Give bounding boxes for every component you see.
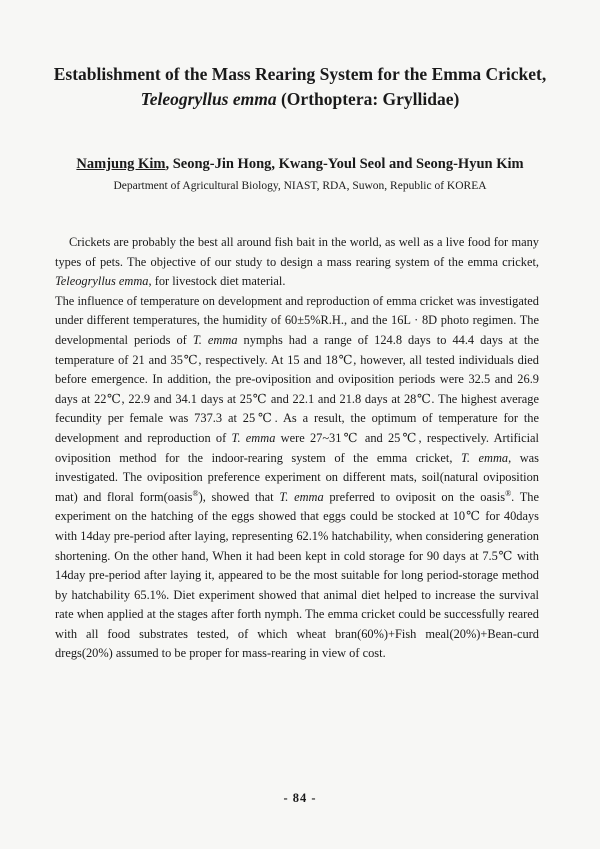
abstract-paragraph-results bbox=[55, 292, 539, 664]
abstract-text: preferred to oviposit on the oasis bbox=[323, 489, 506, 504]
species-name: T. emma bbox=[192, 332, 238, 347]
abstract-text: ), showed that bbox=[198, 489, 280, 504]
abstract-text: nymphs had a range of 124.8 days to 44.4 days at the temperature of 21 and 35℃, respectively. At 15 and 18℃, however, all tested individuals died before emergence. In addition, the pre-oviposition and oviposition periods were 32.5 and 26.9 days at 22℃, 22.9 and 34.1 days at 25℃ and 22.1 and 21.8 days at 28℃. The highest average fecundity per female was 737.3 at 25℃. As a result, the optimum of temperature for the development and reproduction of bbox=[55, 332, 539, 445]
abstract-text: were 27~31℃ and 25℃, respectively. Artificial oviposition method for the indoor-rearing system of the emma cricket, bbox=[55, 430, 539, 465]
title-species: Teleogryllus emma bbox=[140, 89, 277, 109]
abstract-text: , for livestock diet material. bbox=[148, 274, 286, 289]
registered-mark: ® bbox=[505, 488, 512, 498]
affiliation: Department of Agricultural Biology, NIAST, RDA, Suwon, Republic of KOREA bbox=[113, 180, 487, 192]
species-name: Teleogryllus emma bbox=[55, 274, 149, 289]
species-name: T. emma bbox=[231, 430, 276, 445]
abstract-text: . The experiment on the hatching of the eggs showed that eggs could be stocked at 10℃ for 40days with 14day pre-period after laying, representing 62.1% hatchability, when considering generation shortening. On the other hand, When it had been kept in cold storage for 90 days at 7.5℃ with 14day pre-period after laying it, appeared to be the most suitable for long period-storage method by hatchability 65.1%. Diet experiment showed that animal diet helped to increase the survival rate when applied at the stages after forth nymph. The emma cricket could be successfully reared with all food substrates tested, of which wheat bran(60%)+Fish meal(20%)+Bean-curd dregs(20%) assumed to be proper for mass-rearing in view of cost. bbox=[55, 489, 539, 661]
abstract-body bbox=[55, 233, 539, 664]
registered-mark: ® bbox=[192, 488, 199, 498]
species-name: T. emma bbox=[460, 450, 509, 465]
title-text: Establishment of the Mass Rearing System for the Emma Cricket, bbox=[53, 64, 547, 84]
abstract-text: The influence of temperature on development and reproduction of emma cricket was investigated under different temperatures, the humidity of 60±5%R.H., and the 16L · 8D photo regimen. The developmental periods of bbox=[55, 293, 539, 347]
paper-title bbox=[40, 62, 560, 112]
abstract-text: Crickets are probably the best all around fish bait in the world, as well as a live food for many types of pets. The objective of our study to design a mass rearing system of the emma cricket, bbox=[55, 235, 539, 269]
title-order: (Orthoptera: Gryllidae) bbox=[276, 89, 460, 109]
abstract-text: , was investigated. The oviposition preference experiment on different mats, soil(natural oviposition mat) and floral form(oasis bbox=[55, 450, 540, 504]
presenting-author: Namjung Kim bbox=[76, 156, 166, 172]
author-list bbox=[40, 154, 560, 174]
abstract-paragraph-intro bbox=[55, 233, 539, 292]
species-name: T. emma bbox=[279, 489, 324, 504]
page-number: - 84 - bbox=[283, 791, 317, 805]
co-authors: , Seong-Jin Hong, Kwang-Youl Seol and Seong-Hyun Kim bbox=[165, 156, 524, 172]
